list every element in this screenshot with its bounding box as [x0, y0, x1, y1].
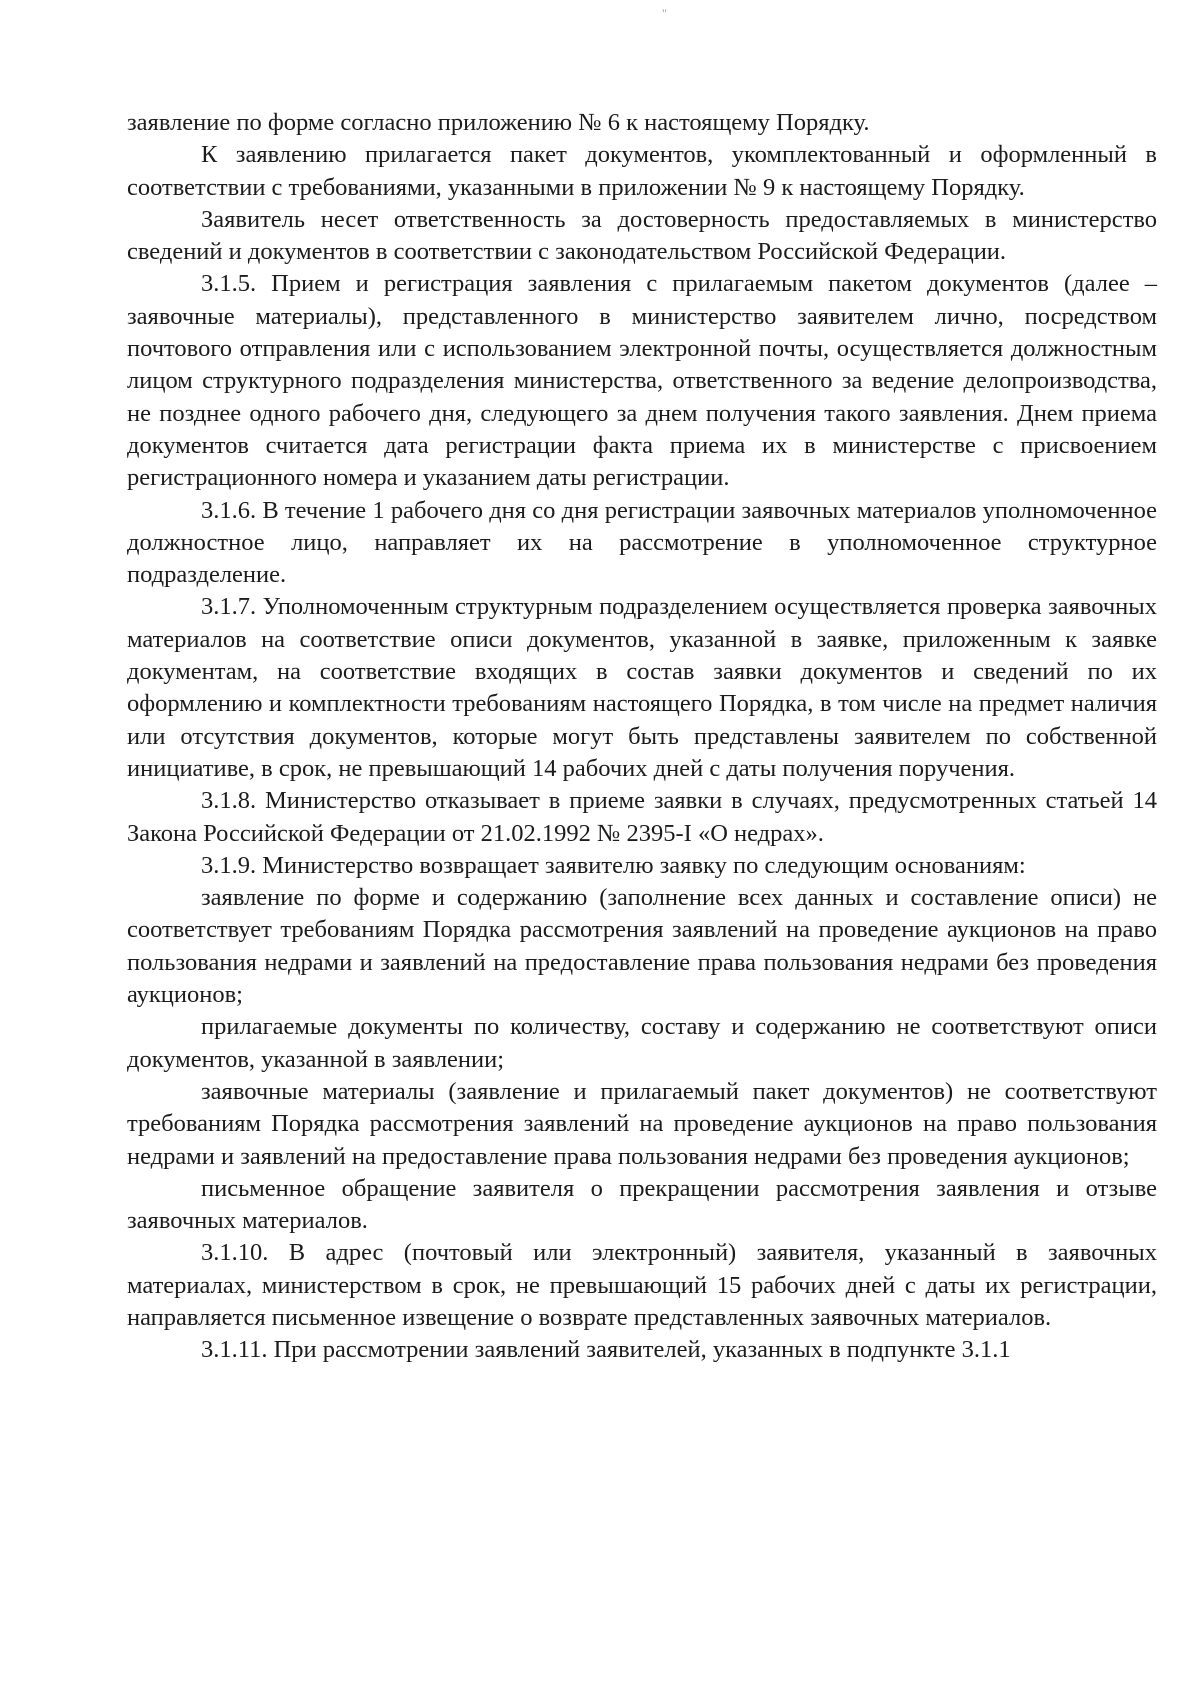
paragraph-3-1-8: 3.1.8. Министерство отказывает в приеме заявки в случаях, предусмотренных статьей 14 Закона Российской Федерации от 21.02.1992 № 2395-I «О недрах».	[127, 787, 1157, 847]
paragraph-continuation: заявление по форме согласно приложению № 6 к настоящему Порядку.	[127, 109, 870, 136]
paragraph-3-1-9: 3.1.9. Министерство возвращает заявителю заявку по следующим основаниям:	[201, 851, 1026, 879]
document-body	[127, 107, 1157, 1367]
ground-1: заявление по форме и содержанию (заполнение всех данных и составление описи) не соответствует требованиям Порядка рассмотрения заявлений на проведение аукционов на право пользования недрами и заявлений на предоставление права пользования недрами без проведения аукционов;	[127, 884, 1157, 1009]
ground-2: прилагаемые документы по количеству, составу и содержанию не соответствуют описи документов, указанной в заявлении;	[127, 1013, 1157, 1073]
paragraph-3-1-10: 3.1.10. В адрес (почтовый или электронный) заявителя, указанный в заявочных материалах, министерством в срок, не превышающий 15 рабочих дней с даты их регистрации, направляется письменное извещение о возврате представленных заявочных материалов.	[127, 1239, 1157, 1331]
paragraph-3-1-11: 3.1.11. При рассмотрении заявлений заявителей, указанных в подпункте 3.1.1	[201, 1336, 1011, 1364]
ground-4: письменное обращение заявителя о прекращении рассмотрения заявления и отзыве заявочных материалов.	[127, 1174, 1157, 1235]
paragraph-3-1-7: 3.1.7. Уполномоченным структурным подразделением осуществляется проверка заявочных материалов на соответствие описи документов, указанной в заявке, приложенным к заявке документам, на соответствие входящих в состав заявки документов и сведений по их оформлению и комплектности требованиям настоящего Порядка, в том числе на предмет наличия или отсутствия документов, которые могут быть представлены заявителем по собственной инициативе, в срок, не превышающий 14 рабочих дней с даты получения поручения.	[127, 593, 1157, 782]
paragraph-responsibility: Заявитель несет ответственность за достоверность предоставляемых в министерство сведений и документов в соответствии с законодательством Российской Федерации.	[127, 205, 1157, 266]
paragraph-3-1-6: 3.1.6. В течение 1 рабочего дня со дня регистрации заявочных материалов уполномоченное должностное лицо, направляет их на рассмотрение в уполномоченное структурное подразделение.	[127, 496, 1157, 589]
paragraph-attachment: К заявлению прилагается пакет документов, укомплектованный и оформленный в соответствии с требованиями, указанными в приложении № 9 к настоящему Порядку.	[127, 141, 1157, 201]
ground-3: заявочные материалы (заявление и прилагаемый пакет документов) не соответствуют требованиям Порядка рассмотрения заявлений на проведение аукционов на право пользования недрами и заявлений на предоставление права пользования недрами без проведения аукционов;	[127, 1077, 1157, 1170]
scan-mark: "	[662, 6, 667, 20]
paragraph-3-1-5: 3.1.5. Прием и регистрация заявления с прилагаемым пакетом документов (далее – заявочные материалы), представленного в министерство заявителем лично, посредством почтового отправления или с использованием электронной почты, осуществляется должностным лицом структурного подразделения министерства, ответственного за ведение делопроизводства, не позднее одного рабочего дня, следующего за днем получения такого заявления. Днем приема документов считается дата регистрации факта приема их в министерстве с присвоением регистрационного номера и указанием даты регистрации.	[127, 270, 1157, 492]
